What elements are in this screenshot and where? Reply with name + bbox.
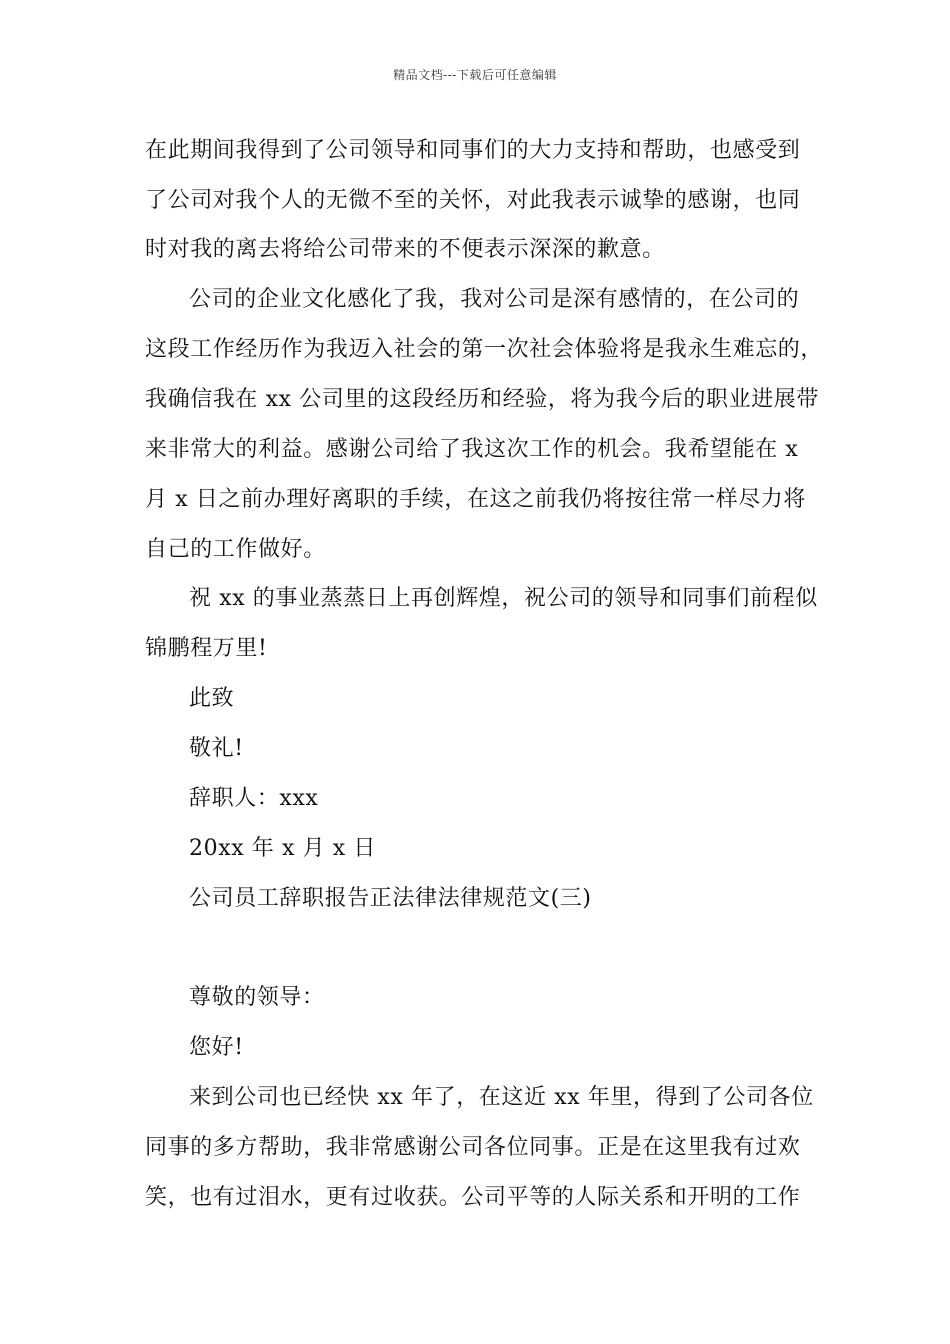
closing-line: 此致: [189, 686, 235, 711]
body-line: 了公司对我个人的无微不至的关怀，对此我表示诚挚的感谢，也同: [145, 188, 801, 213]
body-line: 来到公司也已经快 xx 年了，在这近 xx 年里，得到了公司各位: [189, 1085, 814, 1110]
closing-line: 敬礼!: [189, 736, 244, 761]
body-line: 同事的多方帮助，我非常感谢公司各位同事。正是在这里我有过欢: [145, 1135, 801, 1160]
body-line: 笑，也有过泪水，更有过收获。公司平等的人际关系和开明的工作: [145, 1185, 801, 1210]
date-line: 20xx 年 x 月 x 日: [189, 836, 376, 861]
body-line: 锦鹏程万里!: [145, 636, 268, 661]
salutation-line: 尊敬的领导：: [189, 985, 325, 1010]
body-line: 时对我的离去将给公司带来的不便表示深深的歉意。: [145, 237, 665, 262]
body-line: 这段工作经历作为我迈入社会的第一次社会体验将是我永生难忘的，: [145, 337, 824, 362]
page-header: 精品文档---下载后可任意编辑: [393, 68, 557, 82]
body-line: 月 x 日之前办理好离职的手续，在这之前我仍将按往常一样尽力将: [145, 487, 806, 512]
greeting-line: 您好!: [189, 1035, 244, 1060]
body-line: 自己的工作做好。: [145, 537, 326, 562]
body-line: 公司的企业文化感化了我，我对公司是深有感情的，在公司的: [189, 287, 800, 312]
body-line: 祝 xx 的事业蒸蒸日上再创辉煌，祝公司的领导和同事们前程似: [189, 586, 818, 611]
body-line: 来非常大的利益。感谢公司给了我这次工作的机会。我希望能在 x: [145, 437, 799, 462]
section-title: 公司员工辞职报告正法律法律规范文(三): [189, 886, 592, 911]
signature-line: 辞职人：xxx: [189, 786, 319, 811]
body-line: 我确信我在 xx 公司里的这段经历和经验，将为我今后的职业进展带: [145, 387, 820, 412]
body-line: 在此期间我得到了公司领导和同事们的大力支持和帮助，也感受到: [145, 138, 801, 163]
